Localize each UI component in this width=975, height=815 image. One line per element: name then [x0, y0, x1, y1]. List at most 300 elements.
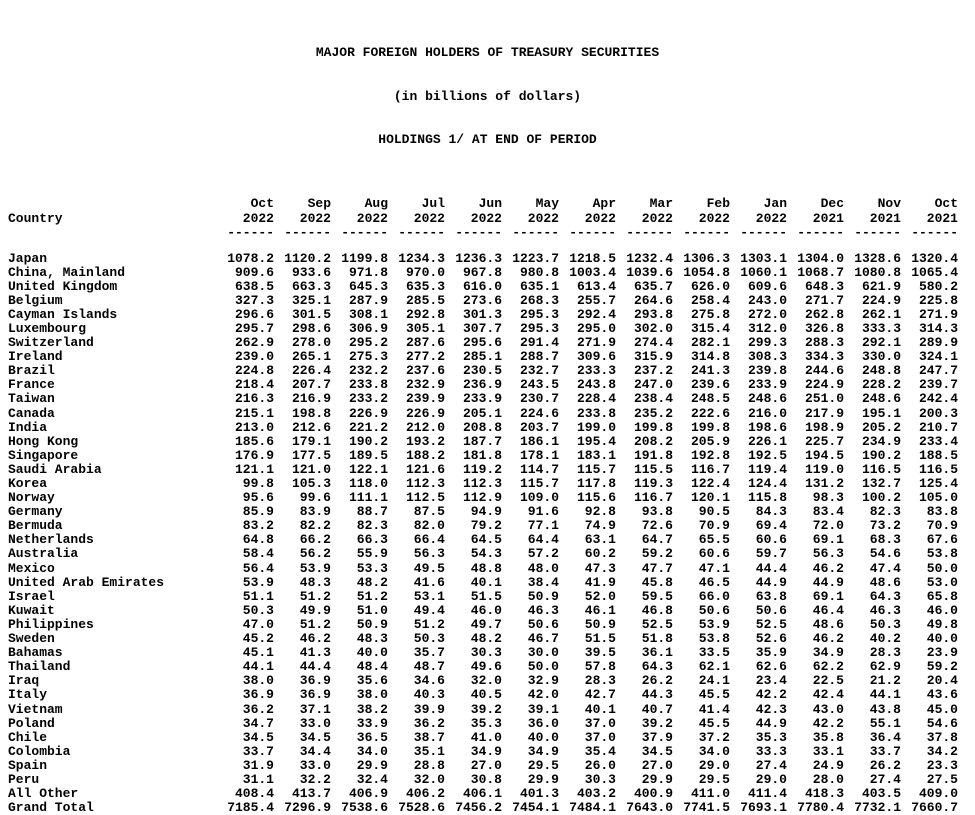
country-cell: Taiwan — [8, 392, 217, 406]
country-cell: United Arab Emirates — [8, 576, 217, 590]
value-cell: 40.5 — [445, 688, 502, 702]
value-cell: 314.3 — [901, 322, 958, 336]
table-row — [8, 717, 958, 731]
value-cell: 46.2 — [274, 632, 331, 646]
col-separator: ------ — [388, 226, 445, 241]
value-cell: 34.5 — [274, 731, 331, 745]
value-cell: 27.0 — [616, 759, 673, 773]
country-cell: Chile — [8, 731, 217, 745]
value-cell: 233.8 — [559, 407, 616, 421]
value-cell: 176.9 — [217, 449, 274, 463]
value-cell: 287.9 — [331, 294, 388, 308]
country-column-header: Country — [8, 212, 217, 227]
value-cell: 23.3 — [901, 759, 958, 773]
value-cell: 243.0 — [730, 294, 787, 308]
value-cell: 307.7 — [445, 322, 502, 336]
value-cell: 50.9 — [331, 618, 388, 632]
value-cell: 112.3 — [388, 477, 445, 491]
header-month-row — [8, 197, 958, 212]
value-cell: 72.6 — [616, 519, 673, 533]
value-cell: 53.8 — [901, 547, 958, 561]
value-cell: 83.9 — [274, 505, 331, 519]
value-cell: 49.5 — [388, 562, 445, 576]
value-cell: 635.7 — [616, 280, 673, 294]
value-cell: 199.8 — [616, 421, 673, 435]
value-cell: 288.7 — [502, 350, 559, 364]
country-cell: Saudi Arabia — [8, 463, 217, 477]
value-cell: 44.4 — [274, 660, 331, 674]
value-cell: 208.2 — [616, 435, 673, 449]
table-row — [8, 463, 958, 477]
report-title — [0, 0, 975, 162]
value-cell: 47.4 — [844, 562, 901, 576]
value-cell: 34.0 — [331, 745, 388, 759]
table-row — [8, 364, 958, 378]
col-header-year: 2022 — [388, 212, 445, 227]
col-header-year: 2022 — [502, 212, 559, 227]
country-cell: United Kingdom — [8, 280, 217, 294]
value-cell: 51.2 — [274, 618, 331, 632]
value-cell: 274.4 — [616, 336, 673, 350]
value-cell: 187.7 — [445, 435, 502, 449]
value-cell: 309.6 — [559, 350, 616, 364]
value-cell: 88.7 — [331, 505, 388, 519]
col-header-month: Jun — [445, 197, 502, 212]
value-cell: 193.2 — [388, 435, 445, 449]
table-row — [8, 491, 958, 505]
value-cell: 228.4 — [559, 392, 616, 406]
value-cell: 115.7 — [502, 477, 559, 491]
value-cell: 51.1 — [217, 590, 274, 604]
value-cell: 237.2 — [616, 364, 673, 378]
value-cell: 36.0 — [502, 717, 559, 731]
table-row — [8, 688, 958, 702]
value-cell: 45.1 — [217, 646, 274, 660]
value-cell: 411.0 — [673, 787, 730, 801]
country-cell: Philippines — [8, 618, 217, 632]
value-cell: 100.2 — [844, 491, 901, 505]
value-cell: 23.9 — [901, 646, 958, 660]
table-row — [8, 703, 958, 717]
value-cell: 1306.3 — [673, 252, 730, 266]
value-cell: 64.7 — [616, 533, 673, 547]
value-cell: 33.3 — [730, 745, 787, 759]
value-cell: 239.8 — [730, 364, 787, 378]
value-cell: 7296.9 — [274, 801, 331, 815]
value-cell: 44.3 — [616, 688, 673, 702]
value-cell: 1199.8 — [331, 252, 388, 266]
value-cell: 28.8 — [388, 759, 445, 773]
value-cell: 52.5 — [730, 618, 787, 632]
value-cell: 32.2 — [274, 773, 331, 787]
value-cell: 980.8 — [502, 266, 559, 280]
value-cell: 251.0 — [787, 392, 844, 406]
value-cell: 228.2 — [844, 378, 901, 392]
value-cell: 51.5 — [559, 632, 616, 646]
value-cell: 186.1 — [502, 435, 559, 449]
value-cell: 121.0 — [274, 463, 331, 477]
country-cell: Mexico — [8, 562, 217, 576]
value-cell: 418.3 — [787, 787, 844, 801]
value-cell: 42.2 — [730, 688, 787, 702]
value-cell: 232.7 — [502, 364, 559, 378]
value-cell: 1120.2 — [274, 252, 331, 266]
value-cell: 92.8 — [559, 505, 616, 519]
value-cell: 77.1 — [502, 519, 559, 533]
col-header-month: Aug — [331, 197, 388, 212]
value-cell: 45.0 — [901, 703, 958, 717]
value-cell: 56.4 — [217, 562, 274, 576]
value-cell: 41.9 — [559, 576, 616, 590]
col-separator: ------ — [217, 226, 274, 241]
value-cell: 51.2 — [331, 590, 388, 604]
value-cell: 40.3 — [388, 688, 445, 702]
value-cell: 298.6 — [274, 322, 331, 336]
value-cell: 291.4 — [502, 336, 559, 350]
value-cell: 57.2 — [502, 547, 559, 561]
value-cell: 46.4 — [787, 604, 844, 618]
country-cell: Japan — [8, 252, 217, 266]
value-cell: 23.4 — [730, 674, 787, 688]
country-cell: Grand Total — [8, 801, 217, 815]
value-cell: 285.1 — [445, 350, 502, 364]
value-cell: 275.8 — [673, 308, 730, 322]
value-cell: 39.5 — [559, 646, 616, 660]
value-cell: 200.3 — [901, 407, 958, 421]
value-cell: 49.8 — [901, 618, 958, 632]
table-row — [8, 350, 958, 364]
value-cell: 48.6 — [787, 618, 844, 632]
value-cell: 29.9 — [616, 773, 673, 787]
value-cell: 178.1 — [502, 449, 559, 463]
country-cell: Israel — [8, 590, 217, 604]
value-cell: 118.0 — [331, 477, 388, 491]
value-cell: 46.3 — [844, 604, 901, 618]
value-cell: 60.2 — [559, 547, 616, 561]
value-cell: 83.4 — [787, 505, 844, 519]
value-cell: 60.6 — [730, 533, 787, 547]
value-cell: 295.0 — [559, 322, 616, 336]
value-cell: 39.2 — [445, 703, 502, 717]
value-cell: 35.3 — [445, 717, 502, 731]
table-row — [8, 421, 958, 435]
value-cell: 45.5 — [673, 688, 730, 702]
value-cell: 40.1 — [559, 703, 616, 717]
value-cell: 62.6 — [730, 660, 787, 674]
country-cell: India — [8, 421, 217, 435]
value-cell: 52.6 — [730, 632, 787, 646]
value-cell: 29.0 — [730, 773, 787, 787]
value-cell: 70.9 — [673, 519, 730, 533]
value-cell: 52.5 — [616, 618, 673, 632]
value-cell: 239.7 — [901, 378, 958, 392]
country-cell: Australia — [8, 547, 217, 561]
value-cell: 42.0 — [502, 688, 559, 702]
value-cell: 7660.7 — [901, 801, 958, 815]
value-cell: 85.9 — [217, 505, 274, 519]
value-cell: 44.1 — [217, 660, 274, 674]
value-cell: 626.0 — [673, 280, 730, 294]
value-cell: 48.0 — [502, 562, 559, 576]
value-cell: 248.5 — [673, 392, 730, 406]
value-cell: 29.5 — [673, 773, 730, 787]
value-cell: 66.4 — [388, 533, 445, 547]
value-cell: 57.8 — [559, 660, 616, 674]
value-cell: 287.6 — [388, 336, 445, 350]
value-cell: 27.4 — [844, 773, 901, 787]
value-cell: 198.9 — [787, 421, 844, 435]
value-cell: 47.3 — [559, 562, 616, 576]
country-cell: Vietnam — [8, 703, 217, 717]
value-cell: 909.6 — [217, 266, 274, 280]
value-cell: 213.0 — [217, 421, 274, 435]
value-cell: 116.7 — [616, 491, 673, 505]
value-cell: 189.5 — [331, 449, 388, 463]
value-cell: 7693.1 — [730, 801, 787, 815]
value-cell: 90.5 — [673, 505, 730, 519]
value-cell: 44.9 — [730, 717, 787, 731]
value-cell: 239.9 — [388, 392, 445, 406]
value-cell: 46.3 — [502, 604, 559, 618]
value-cell: 119.4 — [730, 463, 787, 477]
value-cell: 275.3 — [331, 350, 388, 364]
value-cell: 38.4 — [502, 576, 559, 590]
value-cell: 53.3 — [331, 562, 388, 576]
value-cell: 125.4 — [901, 477, 958, 491]
value-cell: 208.8 — [445, 421, 502, 435]
value-cell: 33.7 — [844, 745, 901, 759]
country-cell: Cayman Islands — [8, 308, 217, 322]
value-cell: 64.3 — [616, 660, 673, 674]
value-cell: 51.0 — [331, 604, 388, 618]
value-cell: 34.9 — [502, 745, 559, 759]
value-cell: 258.4 — [673, 294, 730, 308]
value-cell: 215.1 — [217, 407, 274, 421]
value-cell: 244.6 — [787, 364, 844, 378]
value-cell: 79.2 — [445, 519, 502, 533]
value-cell: 56.3 — [388, 547, 445, 561]
value-cell: 34.7 — [217, 717, 274, 731]
value-cell: 205.1 — [445, 407, 502, 421]
value-cell: 255.7 — [559, 294, 616, 308]
value-cell: 272.0 — [730, 308, 787, 322]
value-cell: 247.0 — [616, 378, 673, 392]
col-separator: ------ — [274, 226, 331, 241]
value-cell: 1328.6 — [844, 252, 901, 266]
value-cell: 34.5 — [616, 745, 673, 759]
table-row — [8, 322, 958, 336]
value-cell: 315.4 — [673, 322, 730, 336]
country-cell: Iraq — [8, 674, 217, 688]
value-cell: 51.2 — [274, 590, 331, 604]
value-cell: 46.0 — [445, 604, 502, 618]
value-cell: 43.0 — [787, 703, 844, 717]
value-cell: 236.9 — [445, 378, 502, 392]
value-cell: 233.3 — [559, 364, 616, 378]
value-cell: 205.2 — [844, 421, 901, 435]
col-header-month: Feb — [673, 197, 730, 212]
value-cell: 35.6 — [331, 674, 388, 688]
value-cell: 7780.4 — [787, 801, 844, 815]
value-cell: 225.7 — [787, 435, 844, 449]
value-cell: 39.2 — [616, 717, 673, 731]
value-cell: 121.6 — [388, 463, 445, 477]
value-cell: 30.3 — [445, 646, 502, 660]
country-cell: Luxembourg — [8, 322, 217, 336]
table-row — [8, 547, 958, 561]
value-cell: 289.9 — [901, 336, 958, 350]
value-cell: 1236.3 — [445, 252, 502, 266]
value-cell: 49.9 — [274, 604, 331, 618]
value-cell: 132.7 — [844, 477, 901, 491]
value-cell: 95.6 — [217, 491, 274, 505]
value-cell: 278.0 — [274, 336, 331, 350]
value-cell: 185.6 — [217, 435, 274, 449]
table-row — [8, 646, 958, 660]
country-cell: Switzerland — [8, 336, 217, 350]
value-cell: 49.6 — [445, 660, 502, 674]
value-cell: 295.7 — [217, 322, 274, 336]
table-row — [8, 294, 958, 308]
value-cell: 224.8 — [217, 364, 274, 378]
table-row — [8, 435, 958, 449]
value-cell: 207.7 — [274, 378, 331, 392]
header-separator-row — [8, 226, 958, 241]
value-cell: 22.5 — [787, 674, 844, 688]
value-cell: 262.8 — [787, 308, 844, 322]
value-cell: 112.9 — [445, 491, 502, 505]
value-cell: 295.2 — [331, 336, 388, 350]
value-cell: 65.5 — [673, 533, 730, 547]
value-cell: 116.7 — [673, 463, 730, 477]
col-header-year: 2022 — [274, 212, 331, 227]
table-row — [8, 787, 958, 801]
value-cell: 224.9 — [787, 378, 844, 392]
value-cell: 24.9 — [787, 759, 844, 773]
value-cell: 51.2 — [388, 618, 445, 632]
value-cell: 268.3 — [502, 294, 559, 308]
value-cell: 238.4 — [616, 392, 673, 406]
country-cell: Belgium — [8, 294, 217, 308]
value-cell: 50.9 — [502, 590, 559, 604]
value-cell: 59.2 — [616, 547, 673, 561]
col-header-month: Oct — [217, 197, 274, 212]
value-cell: 53.9 — [217, 576, 274, 590]
value-cell: 36.5 — [331, 731, 388, 745]
value-cell: 51.8 — [616, 632, 673, 646]
value-cell: 21.2 — [844, 674, 901, 688]
col-separator: ------ — [331, 226, 388, 241]
value-cell: 39.9 — [388, 703, 445, 717]
value-cell: 91.6 — [502, 505, 559, 519]
value-cell: 116.5 — [844, 463, 901, 477]
value-cell: 234.9 — [844, 435, 901, 449]
value-cell: 232.2 — [331, 364, 388, 378]
value-cell: 621.9 — [844, 280, 901, 294]
value-cell: 63.1 — [559, 533, 616, 547]
value-cell: 52.0 — [559, 590, 616, 604]
value-cell: 29.0 — [673, 759, 730, 773]
value-cell: 271.9 — [559, 336, 616, 350]
value-cell: 235.2 — [616, 407, 673, 421]
value-cell: 406.2 — [388, 787, 445, 801]
value-cell: 46.5 — [673, 576, 730, 590]
value-cell: 330.0 — [844, 350, 901, 364]
value-cell: 401.3 — [502, 787, 559, 801]
value-cell: 35.4 — [559, 745, 616, 759]
value-cell: 47.7 — [616, 562, 673, 576]
value-cell: 580.2 — [901, 280, 958, 294]
value-cell: 216.0 — [730, 407, 787, 421]
value-cell: 131.2 — [787, 477, 844, 491]
value-cell: 230.7 — [502, 392, 559, 406]
country-cell: Peru — [8, 773, 217, 787]
value-cell: 188.2 — [388, 449, 445, 463]
value-cell: 296.6 — [217, 308, 274, 322]
value-cell: 33.1 — [787, 745, 844, 759]
value-cell: 406.9 — [331, 787, 388, 801]
value-cell: 411.4 — [730, 787, 787, 801]
value-cell: 243.8 — [559, 378, 616, 392]
value-cell: 32.4 — [331, 773, 388, 787]
col-header-year: 2022 — [559, 212, 616, 227]
value-cell: 288.3 — [787, 336, 844, 350]
value-cell: 28.0 — [787, 773, 844, 787]
value-cell: 1068.7 — [787, 266, 844, 280]
value-cell: 82.0 — [388, 519, 445, 533]
value-cell: 65.8 — [901, 590, 958, 604]
value-cell: 216.9 — [274, 392, 331, 406]
value-cell: 198.6 — [730, 421, 787, 435]
value-cell: 82.3 — [331, 519, 388, 533]
value-cell: 613.4 — [559, 280, 616, 294]
value-cell: 68.3 — [844, 533, 901, 547]
value-cell: 49.4 — [388, 604, 445, 618]
value-cell: 66.3 — [331, 533, 388, 547]
country-separator-blank — [8, 226, 217, 241]
title-line-3: HOLDINGS 1/ AT END OF PERIOD — [0, 133, 975, 148]
value-cell: 64.4 — [502, 533, 559, 547]
value-cell: 48.6 — [844, 576, 901, 590]
table-row — [8, 378, 958, 392]
value-cell: 41.3 — [274, 646, 331, 660]
value-cell: 1039.6 — [616, 266, 673, 280]
value-cell: 648.3 — [787, 280, 844, 294]
col-header-month: Sep — [274, 197, 331, 212]
value-cell: 295.6 — [445, 336, 502, 350]
value-cell: 74.9 — [559, 519, 616, 533]
value-cell: 50.6 — [673, 604, 730, 618]
value-cell: 970.0 — [388, 266, 445, 280]
value-cell: 27.0 — [445, 759, 502, 773]
value-cell: 48.2 — [445, 632, 502, 646]
value-cell: 50.6 — [730, 604, 787, 618]
table-row — [8, 759, 958, 773]
value-cell: 7732.1 — [844, 801, 901, 815]
value-cell: 27.4 — [730, 759, 787, 773]
value-cell: 36.2 — [217, 703, 274, 717]
value-cell: 66.0 — [673, 590, 730, 604]
value-cell: 7538.6 — [331, 801, 388, 815]
col-separator: ------ — [616, 226, 673, 241]
value-cell: 35.1 — [388, 745, 445, 759]
value-cell: 99.8 — [217, 477, 274, 491]
country-cell: All Other — [8, 787, 217, 801]
value-cell: 306.9 — [331, 322, 388, 336]
value-cell: 51.5 — [445, 590, 502, 604]
country-cell: Sweden — [8, 632, 217, 646]
value-cell: 293.8 — [616, 308, 673, 322]
